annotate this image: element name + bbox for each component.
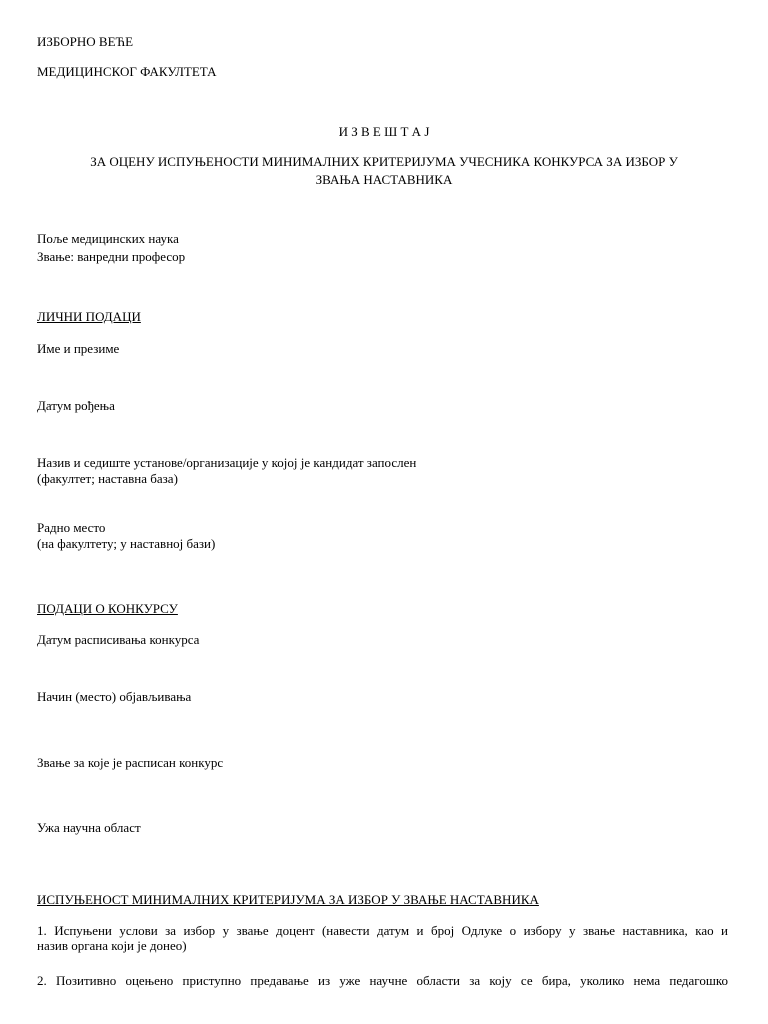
report-title: И З В Е Ш Т А Ј: [338, 124, 430, 139]
publication-method-label: Начин (место) објављивања: [37, 689, 192, 704]
criterion-1-line1: 1. Испуњени услови за избор у звање доцент (навести датум и број Одлуке о избору у звање наставника, као и: [37, 923, 728, 938]
faculty-name: МЕДИЦИНСКОГ ФАКУЛТЕТА: [37, 64, 217, 79]
institution-note: (факултет; наставна база): [37, 471, 178, 486]
criterion-1-line2: назив органа који је донео): [37, 938, 187, 953]
field-of-science: Поље медицинских наука: [37, 231, 179, 246]
contest-rank-label: Звање за које је расписан конкурс: [37, 755, 224, 770]
work-position-note: (на факултету; у наставној бази): [37, 536, 216, 551]
personal-data-heading: ЛИЧНИ ПОДАЦИ: [37, 309, 141, 324]
report-subtitle-line1: ЗА ОЦЕНУ ИСПУЊЕНОСТИ МИНИМАЛНИХ КРИТЕРИЈУМА УЧЕСНИКА КОНКУРСА ЗА ИЗБОР У: [90, 154, 678, 169]
criteria-heading: ИСПУЊЕНОСТ МИНИМАЛНИХ КРИТЕРИЈУМА ЗА ИЗБОР У ЗВАЊЕ НАСТАВНИКА: [37, 892, 539, 907]
contest-date-label: Датум расписивања конкурса: [37, 632, 200, 647]
council-name: ИЗБОРНО ВЕЋЕ: [37, 34, 134, 49]
academic-rank: Звање: ванредни професор: [37, 249, 186, 264]
contest-data-heading: ПОДАЦИ О КОНКУРСУ: [37, 601, 178, 616]
full-name-label: Име и презиме: [37, 341, 120, 356]
institution-label: Назив и седиште установе/организације у којој је кандидат запослен: [37, 455, 417, 470]
criterion-2-line1: 2. Позитивно оцењено приступно предавање из уже научне области за коју се бира, уколико нема педагошко: [37, 973, 728, 988]
work-position-label: Радно место: [37, 520, 106, 535]
birth-date-label: Датум рођења: [37, 398, 115, 413]
scientific-area-label: Ужа научна област: [37, 820, 141, 835]
report-subtitle-line2: ЗВАЊА НАСТАВНИКА: [315, 172, 453, 187]
